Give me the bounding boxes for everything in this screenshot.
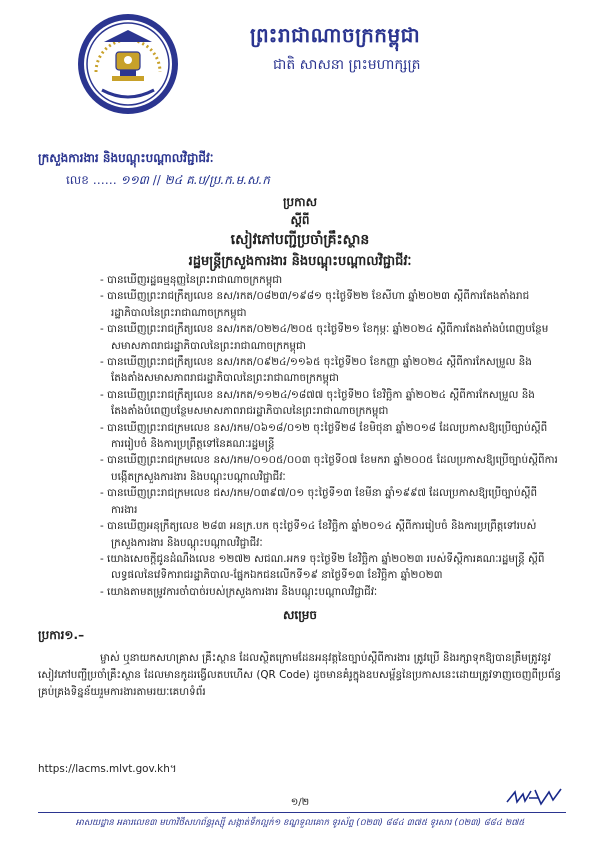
consideration-item: - បានឃើញព្រះរាជក្រឹត្យលេខ នស/រកត/០៩២៤/១១៦៥ ចុះថ្ងៃទី២០ ខែកញ្ញា ឆ្នាំ២០២៤ ស្តីពីការកែសម្រួល និងតែងតាំងសមាសភាពរាជរដ្ឋាភិបាលនៃព្រះរាជាណាចក្រកម្ពុជា [100, 356, 532, 385]
ref-number: ១១៣ [120, 173, 149, 187]
reference-line: លេខ …… ១១៣ // ២៤ គ.ប/ប្រ.ក.ម.ស.ក [66, 173, 270, 187]
consideration-item: - បានឃើញព្រះរាជក្រមលេខ នស/រកម/០១០៥/០០៣ ចុះថ្ងៃទី០៧ ខែមករា ឆ្នាំ២០០៥ ដែលប្រកាសឱ្យប្រើច្បាប់ស្តីពីការបង្កើតក្រសួងការងារ និងបណ្តុះបណ្តាលវិជ្ជាជីវៈ [100, 454, 558, 483]
article-title: ប្រការ១.– [38, 628, 85, 642]
issuer-title: រដ្ឋមន្ត្រីក្រសួងការងារ និងបណ្តុះបណ្តាលវិជ្ជាជីវៈ [188, 254, 412, 269]
consideration-item: - យោងសេចក្តីជូនដំណឹងលេខ ១២៧២ សជណ.អកទ ចុះថ្ងៃទី២ ខែវិច្ឆិកា ឆ្នាំ២០២៣ របស់ទីស្តីការគណៈរដ្ឋមន្ត្រី ស្តីពីលទ្ធផលនៃវេទិការាជរដ្ឋាភិបាល-ផ្នែកឯកជនលើកទី១៩ នាថ្ងៃទី១៣ ខែវិច្ឆិកា ឆ្នាំ២០២៣ [100, 552, 545, 582]
ministry-name: ក្រសួងការងារ និងបណ្តុះបណ្តាលវិជ្ជាជីវៈ [38, 151, 214, 165]
decision-heading: សម្រេច [282, 608, 318, 622]
ref-suffix: គ.ប/ប្រ.ក.ម.ស.ក [186, 173, 270, 187]
page-number: ១/២ [290, 797, 310, 808]
considerations-list [100, 272, 560, 600]
ref-label: លេខ [66, 173, 89, 187]
document-subject: សៀវភៅបញ្ជីប្រចាំគ្រឹះស្ថាន [230, 232, 370, 248]
footer-divider [38, 812, 566, 813]
consideration-item: - បានឃើញរដ្ឋធម្មនុញ្ញនៃព្រះរាជាណាចក្រកម្ពុជា [100, 274, 283, 286]
footer-address: អាសយដ្ឋាន អគារលេខ៣ មហាវិថីសហព័ន្ធរុស្ស៊ី សង្កាត់ទឹកល្អក់១ ខណ្ឌទួលគោក ទូរស័ព្ទ (០២៣) ៨៨៤ ៣៧៥ ទូរសារ (០២៣) ៨៨៤ ២៧៥ [75, 818, 525, 828]
consideration-item: - បានឃើញព្រះរាជក្រឹត្យលេខ នស/រកត/១១២៤/១៨៧៧ ចុះថ្ងៃទី២០ ខែវិច្ឆិកា ឆ្នាំ២០២៤ ស្តីពីការកែសម្រួល និងតែងតាំងបំពេញបន្ថែមសមាសភាពរាជរដ្ឋាភិបាលនៃព្រះរាជាណាចក្រកម្ពុជា [100, 388, 535, 418]
document-type: ប្រកាស [282, 195, 318, 209]
consideration-item: - បានឃើញព្រះរាជក្រមលេខ ជស/រកម/០៣៩៧/០១ ចុះថ្ងៃទី១៣ ខែមីនា ឆ្នាំ១៩៩៧ ដែលប្រកាសឱ្យប្រើច្បាប់ស្តីពីការងារ [100, 487, 538, 516]
ref-code: ២៤ [164, 173, 183, 187]
consideration-item: - បានឃើញព្រះរាជក្រឹត្យលេខ នស/រកត/០២២៤/២០៥ ចុះថ្ងៃទី២១ ខែកុម្ភៈ ឆ្នាំ២០២៤ ស្តីពីការតែងតាំងបំពេញបន្ថែមសមាសភាពរាជរដ្ឋាភិបាលនៃព្រះរាជាណាចក្រកម្ពុជា [100, 323, 549, 352]
national-motto: ជាតិ សាសនា ព្រះមហាក្សត្រ [273, 57, 421, 73]
initials-signature [505, 786, 565, 808]
ministry-seal-logo [76, 12, 180, 116]
consideration-item: - បានឃើញព្រះរាជក្រមលេខ នស/រកម/០៦១៨/០១២ ចុះថ្ងៃទី២៨ ខែមិថុនា ឆ្នាំ២០១៨ ដែលប្រកាសឱ្យប្រើច្បាប់ស្តីពីការរៀបចំ និងការប្រព្រឹត្តទៅនៃគណៈរដ្ឋមន្ត្រី [100, 421, 548, 451]
consideration-item: - យោងតាមតម្រូវការចាំបាច់របស់ក្រសួងការងារ និងបណ្តុះបណ្តាលវិជ្ជាជីវៈ [100, 585, 378, 598]
website-url: https://lacms.mlvt.gov.kh។ [38, 763, 177, 775]
consideration-item: - បានឃើញព្រះរាជក្រឹត្យលេខ នស/រកត/០៨២៣/១៩៨១ ចុះថ្ងៃទី២២ ខែសីហា ឆ្នាំ២០២៣ ស្តីពីការតែងតាំងរាជរដ្ឋាភិបាលនៃព្រះរាជាណាចក្រកម្ពុជា [100, 290, 530, 319]
kingdom-heading: ព្រះរាជាណាចក្រកម្ពុជា [250, 23, 421, 47]
about-label: ស្តីពី [290, 213, 310, 227]
consideration-item: - បានឃើញអនុក្រឹត្យលេខ ២៨៣ អនក្រ.បក ចុះថ្ងៃទី១៤ ខែវិច្ឆិកា ឆ្នាំ២០១៤ ស្តីពីការរៀបចំ និងការប្រព្រឹត្តទៅរបស់ក្រសួងការងារ និងបណ្តុះបណ្តាលវិជ្ជាជីវៈ [100, 520, 537, 549]
article-body: ម្ចាស់ ឬនាយកសហគ្រាស គ្រឹះស្ថាន ដែលស្ថិតក្រោមដែនអនុវត្តនៃច្បាប់ស្តីពីការងារ ត្រូវប្រើ និងរក្សាទុកឱ្យបានត្រឹមត្រូវនូវសៀវភៅបញ្ជីប្រចាំគ្រឹះស្ថាន ដែលមានកូដរង្វើលតបហើស (QR Code) ដូចមានគំរូក្នុងឧបសម្ព័ន្ធនៃប្រកាសនេះដោយត្រូវទាញចេញពីប្រព័ន្ធគ្រប់គ្រងទិន្នន័យរួមការងារតាមរយៈគេហទំព័រ [38, 652, 562, 698]
